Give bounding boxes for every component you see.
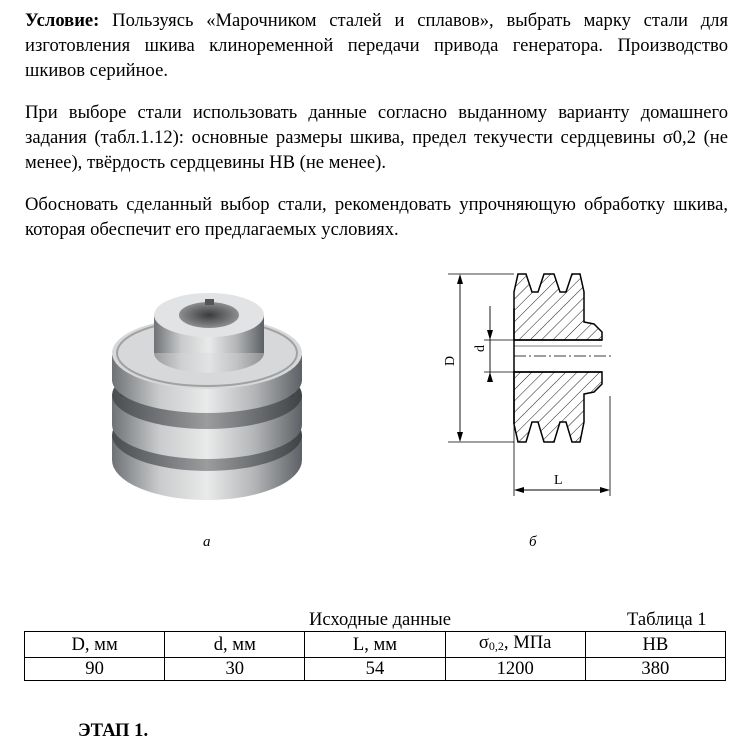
header-D: D, мм bbox=[25, 632, 165, 658]
table-number: Таблица 1 bbox=[627, 609, 707, 630]
condition-text: Пользуясь «Марочником сталей и сплавов», выбрать марку стали для изготовления шкива клиноременной передачи привода генератора. Производство шкивов серийное. bbox=[25, 10, 728, 81]
header-sigma-subscript: 0,2 bbox=[488, 639, 504, 653]
condition-label: Условие: bbox=[25, 10, 100, 31]
cell-d: 30 bbox=[165, 658, 305, 681]
header-sigma: σ bbox=[478, 632, 489, 653]
table-row bbox=[25, 658, 726, 681]
task-paragraph-justify: Обосновать сделанный выбор стали, рекомендовать упрочняющую обработку шкива, которая обеспечит его предлагаемых условиях. bbox=[25, 194, 728, 240]
stage-heading: ЭТАП 1. bbox=[78, 720, 149, 741]
figure-caption-a: а bbox=[203, 534, 211, 550]
header-yield-strength bbox=[445, 632, 585, 658]
table-header-row bbox=[25, 632, 726, 658]
table-caption: Исходные данные bbox=[309, 609, 451, 630]
figure-caption-b: б bbox=[529, 534, 537, 550]
header-L: L, мм bbox=[305, 632, 445, 658]
header-HB: НВ bbox=[585, 632, 725, 658]
pulley-photo bbox=[102, 285, 312, 505]
cell-L: 54 bbox=[305, 658, 445, 681]
pulley-drawing bbox=[434, 266, 624, 501]
cell-yield-strength: 1200 bbox=[445, 658, 585, 681]
task-paragraph-data: При выборе стали использовать данные согласно выданному варианту домашнего задания (табл.1.12): основные размеры шкива, предел текучести сердцевины σ0,2 (не менее), твёрдость сердцевины НВ (не менее). bbox=[25, 102, 728, 173]
initial-data-table bbox=[24, 631, 726, 681]
header-d: d, мм bbox=[165, 632, 305, 658]
header-sigma-unit: , МПа bbox=[503, 632, 552, 653]
cell-HB: 380 bbox=[585, 658, 725, 681]
dimension-L-label: L bbox=[554, 473, 563, 488]
dimension-d-label: d bbox=[473, 345, 488, 352]
condition-paragraph bbox=[25, 8, 728, 83]
dimension-D-label: D bbox=[443, 355, 458, 366]
cell-D: 90 bbox=[25, 658, 165, 681]
